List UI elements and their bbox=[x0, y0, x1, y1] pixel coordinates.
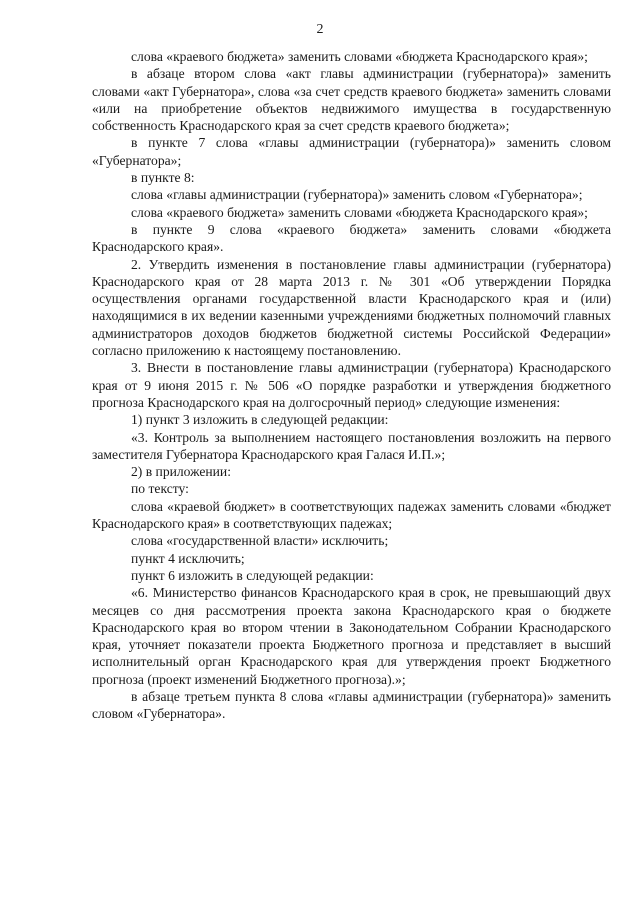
paragraph: 2. Утвердить изменения в постановление главы администрации (губернатора) Краснодарского края от 28 марта 2013 г. № 301 «Об утверждении Порядка осуществления органами государственной власти Краснодарского края и (или) находящимися в их ведении казенными учреждениями бюджетных полномочий главных администраторов доходов бюджетов бюджетной системы Российской Федерации» согласно приложению к настоящему постановлению. bbox=[92, 256, 611, 359]
document-body bbox=[92, 48, 611, 723]
paragraph: слова «краевого бюджета» заменить словами «бюджета Краснодарского края»; bbox=[131, 204, 588, 220]
paragraph: в абзаце втором слова «акт главы администрации (губернатора)» заменить словами «акт Губернатора», слова «за счет средств краевого бюджета» заменить словами «или на приобретение объектов недвижимого имущества в государственную собственность Краснодарского края за счет средств краевого бюджета»; bbox=[92, 66, 611, 134]
paragraph: в пункте 8: bbox=[131, 170, 195, 186]
paragraph: по тексту: bbox=[131, 481, 189, 497]
paragraph: пункт 6 изложить в следующей редакции: bbox=[131, 567, 374, 583]
paragraph: 3. Внести в постановление главы администрации (губернатора) Краснодарского края от 9 июня 2015 г. № 506 «О порядке разработки и утверждения бюджетного прогноза Краснодарского края на долгосрочный период» следующие изменения: bbox=[92, 360, 611, 410]
paragraph: в абзаце третьем пункта 8 слова «главы администрации (губернатора)» заменить словом «Губернатора». bbox=[92, 688, 611, 722]
paragraph: «3. Контроль за выполнением настоящего постановления возложить на первого заместителя Губернатора Краснодарского края Галася И.П.»; bbox=[92, 429, 611, 462]
paragraph: пункт 4 исключить; bbox=[131, 550, 245, 566]
page-number: 2 bbox=[316, 22, 324, 37]
paragraph: 2) в приложении: bbox=[131, 464, 231, 480]
paragraph: «6. Министерство финансов Краснодарского края в срок, не превышающий двух месяцев со дня рассмотрения проекта закона Краснодарского края о бюджете Краснодарского края во втором чтении в Законодательном Собрании Краснодарского края, уточняет показатели проекта Бюджетного прогноза и представляет в высший исполнительный орган Краснодарского края для утверждения проект Бюджетного прогноза (проект изменений Бюджетного прогноза).»; bbox=[92, 585, 611, 687]
paragraph: в пункте 7 слова «главы администрации (губернатора)» заменить словом «Губернатора»; bbox=[92, 135, 611, 168]
paragraph: в пункте 9 слова «краевого бюджета» заменить словами «бюджета Краснодарского края». bbox=[92, 221, 611, 255]
paragraph: слова «главы администрации (губернатора)» заменить словом «Губернатора»; bbox=[131, 187, 583, 203]
paragraph: 1) пункт 3 изложить в следующей редакции: bbox=[131, 412, 389, 428]
paragraph: слова «государственной власти» исключить; bbox=[131, 533, 389, 549]
paragraph: слова «краевой бюджет» в соответствующих падежах заменить словами «бюджет Краснодарского края» в соответствующих падежах; bbox=[92, 498, 611, 532]
paragraph: слова «краевого бюджета» заменить словами «бюджета Краснодарского края»; bbox=[131, 49, 588, 64]
